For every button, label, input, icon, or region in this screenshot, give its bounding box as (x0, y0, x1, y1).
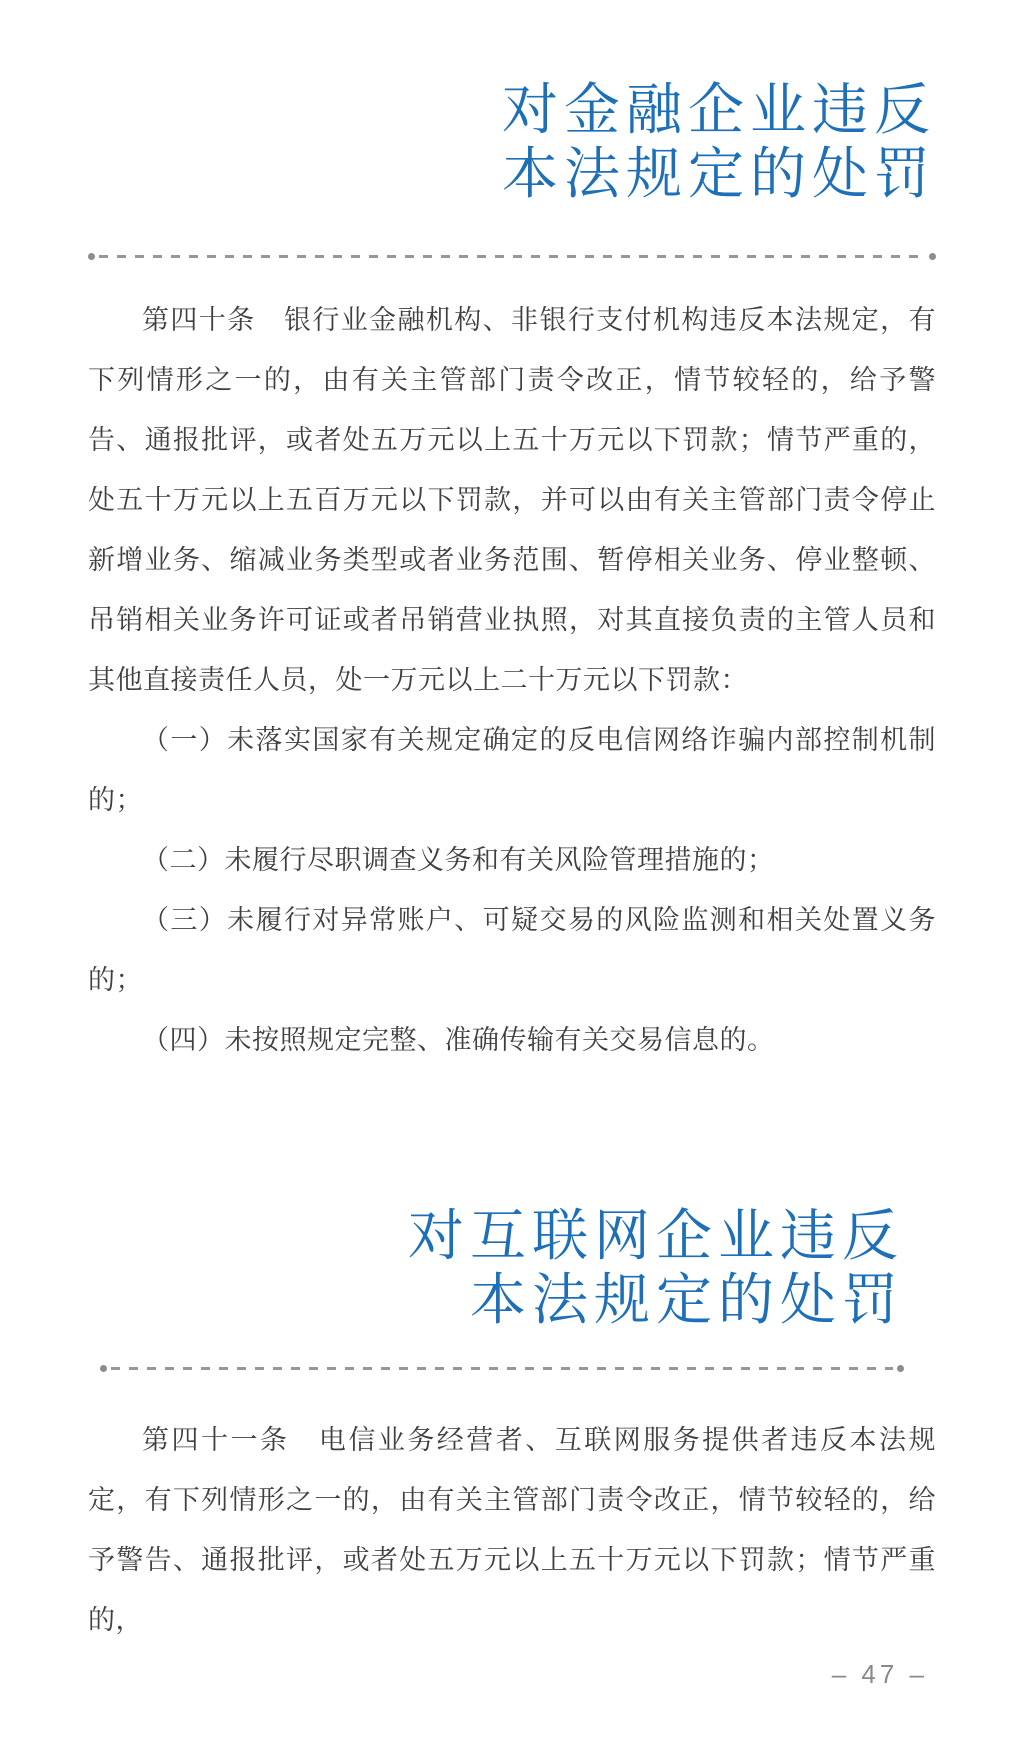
article-40-item-3: （三）未履行对异常账户、可疑交易的风险监测和相关处置义务的； (88, 905, 936, 995)
section-title-internet (88, 1070, 936, 1332)
article-40-item-2: （二）未履行尽职调查义务和有关风险管理措施的； (142, 845, 775, 875)
dotted-divider (100, 1364, 904, 1372)
section-financial-enterprise-penalties (88, 0, 936, 1070)
article-41-paragraph: 第四十一条 电信业务经营者、互联网服务提供者违反本法规定，有下列情形之一的，由有关主管部门责令改正，情节较轻的，给予警告、通报批评，或者处五万元以上五十万元以下罚款；情节严重的， (88, 1425, 936, 1635)
divider-dash-line (111, 1367, 893, 1370)
divider-end-dot-right (897, 1365, 904, 1372)
divider-end-dot-right (929, 253, 936, 260)
section-title-line2: 本法规定的处罚 (502, 142, 936, 205)
section-title-financial (88, 0, 936, 206)
divider-dash-line (99, 255, 925, 258)
section-internet-enterprise-penalties (88, 1070, 936, 1650)
section-title-line1: 对金融企业违反 (502, 78, 936, 141)
section-title-line2: 本法规定的处罚 (470, 1268, 904, 1331)
dotted-divider (88, 252, 936, 260)
section-title-line1: 对互联网企业违反 (408, 1204, 904, 1267)
divider-end-dot-left (88, 253, 95, 260)
page-number: – 47 – (831, 1659, 928, 1689)
article-40-item-1: （一）未落实国家有关规定确定的反电信网络诈骗内部控制机制的； (88, 725, 936, 815)
article-40-paragraph: 第四十条 银行业金融机构、非银行支付机构违反本法规定，有下列情形之一的，由有关主管部门责令改正，情节较轻的，给予警告、通报批评，或者处五万元以上五十万元以下罚款；情节严重的，处五十万元以上五百万元以下罚款，并可以由有关主管部门责令停止新增业务、缩减业务类型或者业务范围、暂停相关业务、停业整顿、吊销相关业务许可证或者吊销营业执照，对其直接负责的主管人员和其他直接责任人员，处一万元以上二十万元以下罚款： (88, 305, 936, 695)
article-40-item-4: （四）未按照规定完整、准确传输有关交易信息的。 (142, 1025, 775, 1055)
divider-end-dot-left (100, 1365, 107, 1372)
article-41-body (88, 1410, 936, 1650)
article-40-body (88, 290, 936, 1070)
